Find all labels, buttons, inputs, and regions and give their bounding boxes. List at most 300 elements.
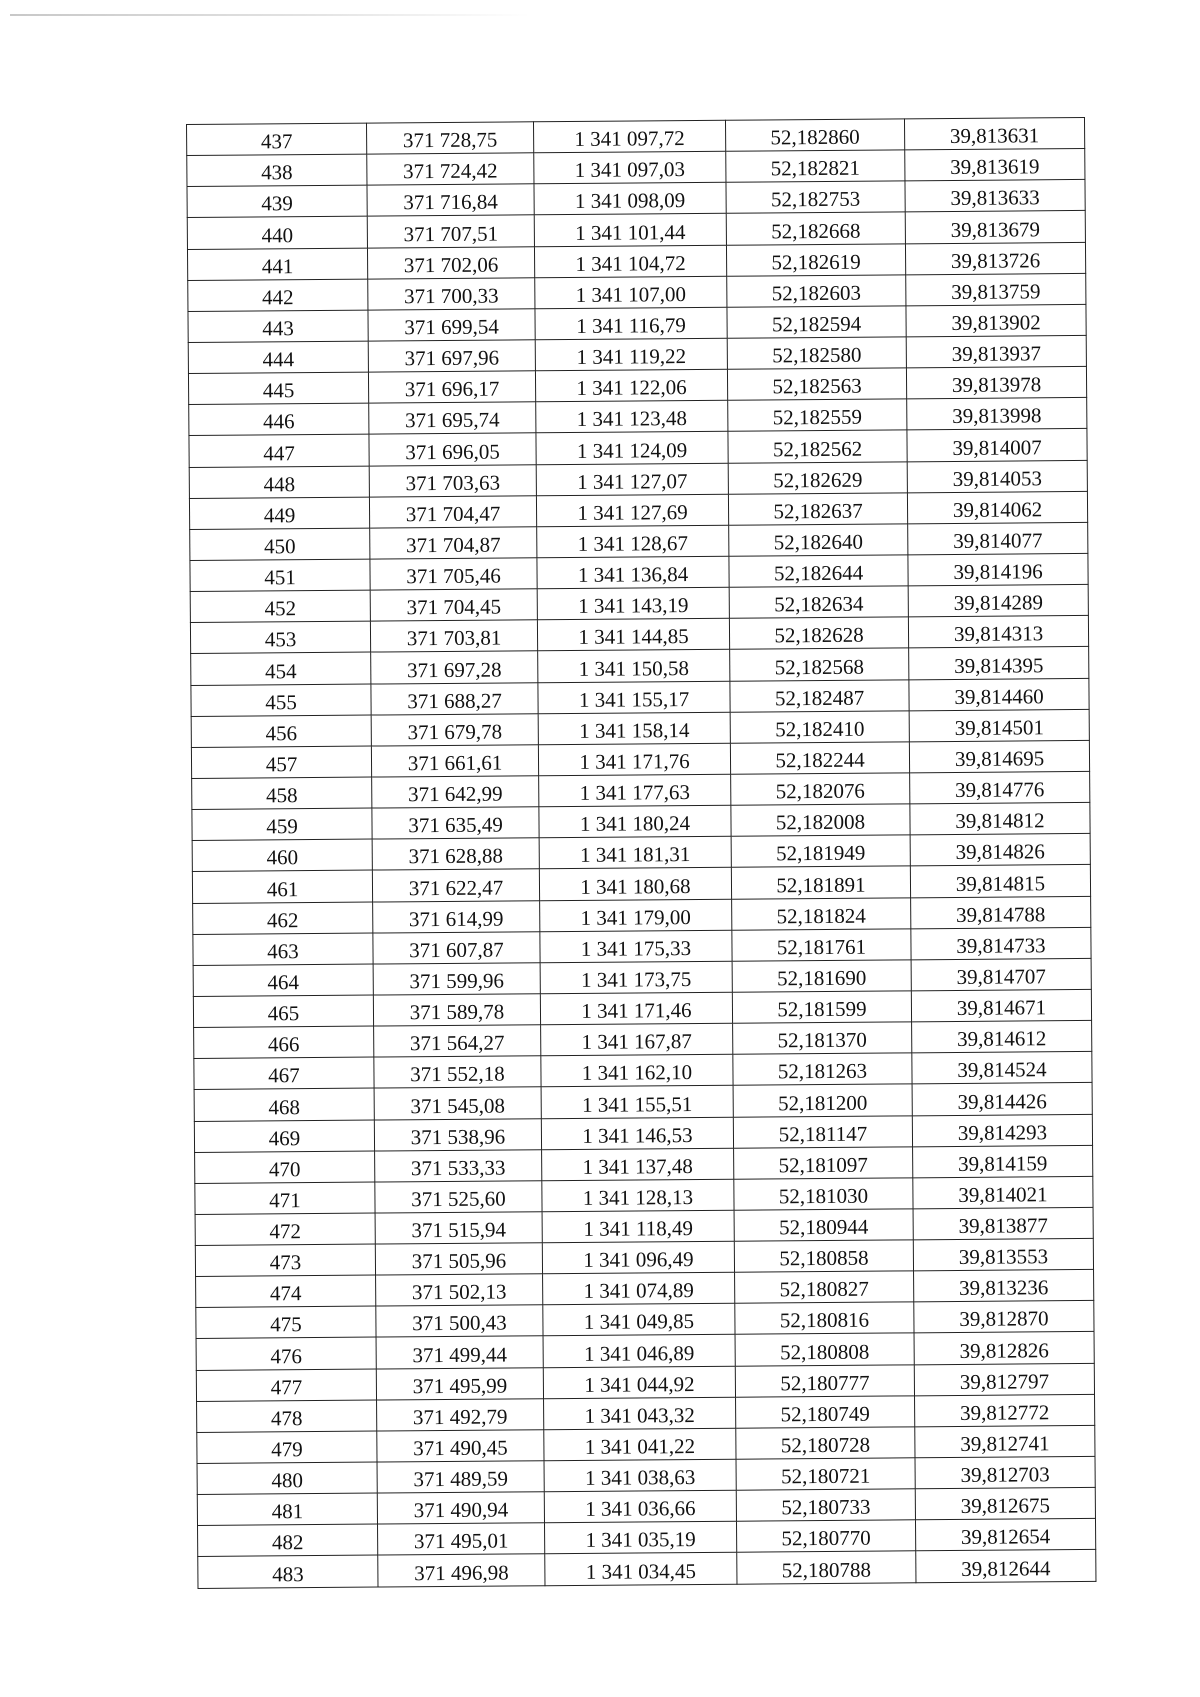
- point-number-cell: [193, 902, 373, 935]
- latitude-value: 52,182076: [775, 778, 865, 804]
- x-coordinate-cell: [373, 963, 540, 995]
- point-number-cell: [190, 528, 370, 561]
- x-coordinate-value: 371 697,96: [404, 345, 500, 371]
- longitude-value: 39,814826: [955, 839, 1045, 865]
- latitude-cell: [728, 399, 907, 432]
- x-coordinate-cell: [373, 900, 540, 932]
- y-coordinate-value: 1 341 180,24: [579, 811, 691, 837]
- y-coordinate-cell: [540, 992, 732, 1025]
- x-coordinate-cell: [370, 589, 537, 621]
- latitude-value: 52,180733: [781, 1494, 871, 1520]
- point-number-value: 469: [268, 1125, 301, 1151]
- x-coordinate-cell: [376, 1336, 543, 1368]
- x-coordinate-cell: [377, 1398, 544, 1430]
- point-number-cell: [197, 1400, 377, 1433]
- y-coordinate-cell: [541, 1117, 733, 1150]
- latitude-value: 52,182568: [774, 654, 864, 679]
- latitude-cell: [731, 773, 910, 806]
- longitude-cell: [912, 1083, 1092, 1116]
- point-number-value: 461: [266, 876, 299, 901]
- x-coordinate-cell: [368, 309, 535, 341]
- y-coordinate-value: 1 341 179,00: [580, 904, 691, 930]
- longitude-cell: [905, 180, 1085, 213]
- longitude-cell: [910, 865, 1090, 898]
- latitude-value: 52,182629: [773, 467, 863, 493]
- longitude-cell: [906, 304, 1086, 337]
- latitude-value: 52,182487: [774, 685, 865, 711]
- y-coordinate-value: 1 341 124,09: [576, 437, 688, 463]
- point-number-cell: [194, 1057, 374, 1090]
- point-number-value: 440: [261, 222, 294, 247]
- point-number-cell: [187, 185, 367, 218]
- point-number-cell: [189, 466, 369, 499]
- x-coordinate-value: 371 642,99: [407, 781, 503, 807]
- x-coordinate-cell: [375, 1212, 542, 1244]
- latitude-value: 52,182644: [773, 560, 864, 586]
- point-number-value: 438: [261, 160, 293, 185]
- y-coordinate-cell: [537, 618, 729, 651]
- x-coordinate-value: 371 728,75: [402, 127, 498, 153]
- y-coordinate-value: 1 341 136,84: [577, 562, 689, 588]
- longitude-value: 39,812741: [960, 1431, 1050, 1457]
- longitude-value: 39,813937: [951, 341, 1042, 367]
- latitude-cell: [733, 1084, 912, 1117]
- point-number-value: 464: [267, 970, 300, 995]
- longitude-value: 39,813726: [950, 247, 1041, 273]
- latitude-cell: [727, 306, 906, 339]
- point-number-cell: [196, 1306, 376, 1339]
- point-number-cell: [192, 870, 372, 903]
- longitude-cell: [914, 1301, 1094, 1334]
- latitude-cell: [728, 430, 907, 463]
- y-coordinate-cell: [537, 587, 729, 620]
- latitude-value: 52,181690: [777, 965, 867, 991]
- latitude-value: 52,182410: [775, 716, 865, 742]
- x-coordinate-cell: [367, 184, 534, 216]
- longitude-value: 39,814788: [956, 901, 1046, 927]
- longitude-cell: [909, 678, 1089, 711]
- point-number-value: 451: [264, 565, 296, 590]
- x-coordinate-value: 371 525,60: [411, 1186, 506, 1212]
- longitude-cell: [914, 1270, 1094, 1303]
- x-coordinate-value: 371 699,54: [404, 314, 499, 340]
- latitude-cell: [734, 1209, 913, 1242]
- longitude-cell: [906, 367, 1086, 400]
- x-coordinate-value: 371 500,43: [412, 1311, 507, 1336]
- longitude-cell: [908, 616, 1088, 649]
- latitude-value: 52,182637: [773, 498, 863, 524]
- longitude-cell: [916, 1550, 1096, 1583]
- x-coordinate-value: 371 707,51: [403, 221, 499, 246]
- x-coordinate-cell: [377, 1461, 544, 1493]
- latitude-value: 52,182580: [772, 342, 862, 368]
- point-number-value: 456: [265, 720, 298, 746]
- latitude-cell: [727, 368, 906, 401]
- latitude-cell: [733, 1115, 912, 1148]
- latitude-cell: [733, 1022, 912, 1055]
- y-coordinate-cell: [545, 1553, 737, 1586]
- y-coordinate-cell: [537, 525, 729, 558]
- point-number-cell: [188, 310, 368, 343]
- latitude-value: 52,181030: [778, 1183, 869, 1209]
- latitude-cell: [736, 1489, 915, 1522]
- point-number-cell: [191, 746, 371, 779]
- point-number-cell: [196, 1338, 376, 1371]
- y-coordinate-value: 1 341 128,67: [577, 531, 689, 556]
- longitude-cell: [906, 273, 1086, 306]
- x-coordinate-value: 371 533,33: [410, 1155, 506, 1181]
- point-number-cell: [190, 621, 370, 654]
- longitude-value: 39,813553: [958, 1244, 1049, 1270]
- point-number-value: 466: [267, 1032, 300, 1057]
- point-number-value: 483: [272, 1561, 304, 1586]
- point-number-cell: [196, 1369, 376, 1402]
- x-coordinate-cell: [376, 1305, 543, 1337]
- x-coordinate-value: 371 607,87: [409, 937, 504, 963]
- latitude-value: 52,180777: [780, 1370, 870, 1396]
- longitude-value: 39,814776: [955, 777, 1045, 803]
- point-number-cell: [187, 248, 367, 281]
- latitude-value: 52,181263: [777, 1059, 868, 1084]
- x-coordinate-cell: [372, 776, 539, 808]
- y-coordinate-cell: [540, 930, 732, 963]
- latitude-cell: [725, 119, 904, 152]
- x-coordinate-value: 371 628,88: [408, 843, 504, 869]
- longitude-value: 39,814062: [952, 497, 1043, 522]
- latitude-value: 52,180858: [779, 1245, 869, 1271]
- latitude-cell: [734, 1146, 913, 1179]
- longitude-value: 39,813902: [951, 310, 1041, 335]
- y-coordinate-value: 1 341 043,32: [584, 1402, 695, 1428]
- y-coordinate-cell: [535, 307, 727, 340]
- y-coordinate-cell: [536, 494, 728, 527]
- y-coordinate-value: 1 341 123,48: [576, 406, 688, 432]
- x-coordinate-value: 371 564,27: [409, 1030, 505, 1056]
- y-coordinate-value: 1 341 097,72: [574, 126, 685, 152]
- point-number-value: 437: [260, 129, 293, 154]
- y-coordinate-value: 1 341 137,48: [582, 1153, 693, 1179]
- y-coordinate-value: 1 341 144,85: [578, 624, 689, 650]
- longitude-value: 39,812703: [960, 1462, 1050, 1488]
- x-coordinate-cell: [371, 651, 538, 683]
- latitude-value: 52,180770: [781, 1526, 871, 1551]
- point-number-cell: [195, 1244, 375, 1277]
- point-number-cell: [187, 123, 367, 156]
- coordinates-table: [186, 117, 1096, 1589]
- y-coordinate-value: 1 341 127,07: [577, 468, 688, 494]
- latitude-cell: [737, 1551, 916, 1584]
- point-number-value: 444: [262, 347, 295, 372]
- longitude-cell: [910, 771, 1090, 804]
- point-number-cell: [197, 1462, 377, 1495]
- x-coordinate-value: 371 697,28: [406, 657, 502, 682]
- x-coordinate-value: 371 724,42: [403, 158, 498, 184]
- longitude-cell: [908, 522, 1088, 555]
- y-coordinate-cell: [534, 151, 726, 184]
- longitude-value: 39,812826: [959, 1337, 1049, 1363]
- point-number-cell: [192, 808, 372, 841]
- longitude-value: 39,813619: [950, 154, 1040, 180]
- y-coordinate-value: 1 341 171,46: [581, 998, 692, 1024]
- latitude-value: 52,182619: [771, 249, 861, 275]
- latitude-value: 52,182603: [771, 280, 862, 306]
- x-coordinate-cell: [369, 495, 536, 527]
- latitude-value: 52,181761: [776, 934, 867, 960]
- point-number-value: 439: [261, 191, 293, 216]
- latitude-value: 52,182821: [770, 155, 861, 181]
- longitude-cell: [911, 896, 1091, 929]
- latitude-value: 52,181147: [778, 1121, 868, 1147]
- x-coordinate-cell: [373, 931, 540, 963]
- y-coordinate-value: 1 341 173,75: [581, 966, 692, 992]
- x-coordinate-cell: [369, 402, 536, 434]
- point-number-value: 482: [271, 1530, 304, 1555]
- latitude-cell: [726, 212, 905, 245]
- y-coordinate-cell: [536, 401, 728, 434]
- point-number-cell: [195, 1213, 375, 1246]
- x-coordinate-value: 371 695,74: [404, 407, 500, 433]
- x-coordinate-value: 371 505,96: [411, 1248, 507, 1274]
- point-number-cell: [189, 497, 369, 530]
- y-coordinate-cell: [539, 805, 731, 838]
- latitude-cell: [734, 1178, 913, 1211]
- longitude-cell: [910, 834, 1090, 867]
- y-coordinate-cell: [536, 432, 728, 465]
- y-coordinate-cell: [544, 1459, 736, 1492]
- latitude-cell: [726, 150, 905, 183]
- latitude-value: 52,180788: [781, 1557, 872, 1582]
- latitude-cell: [731, 866, 910, 899]
- y-coordinate-cell: [537, 556, 729, 589]
- y-coordinate-value: 1 341 074,89: [583, 1278, 694, 1304]
- longitude-cell: [907, 460, 1087, 493]
- point-number-value: 442: [262, 285, 294, 310]
- longitude-value: 39,813998: [952, 403, 1042, 429]
- longitude-value: 39,813877: [958, 1213, 1048, 1239]
- point-number-value: 447: [263, 440, 295, 465]
- x-coordinate-cell: [374, 1056, 541, 1088]
- y-coordinate-value: 1 341 158,14: [579, 717, 690, 743]
- point-number-cell: [198, 1556, 378, 1589]
- y-coordinate-value: 1 341 107,00: [575, 281, 687, 307]
- y-coordinate-cell: [539, 868, 731, 901]
- longitude-value: 39,812870: [959, 1306, 1049, 1332]
- x-coordinate-value: 371 552,18: [410, 1061, 505, 1087]
- latitude-cell: [728, 493, 907, 526]
- latitude-cell: [731, 835, 910, 868]
- y-coordinate-value: 1 341 096,49: [583, 1247, 694, 1273]
- y-coordinate-cell: [542, 1241, 734, 1274]
- x-coordinate-value: 371 704,87: [405, 532, 501, 558]
- longitude-value: 39,813978: [951, 372, 1042, 398]
- longitude-cell: [915, 1456, 1095, 1489]
- point-number-value: 473: [269, 1250, 302, 1275]
- point-number-value: 449: [263, 502, 296, 528]
- longitude-cell: [911, 989, 1091, 1022]
- y-coordinate-cell: [540, 961, 732, 994]
- x-coordinate-value: 371 622,47: [408, 875, 504, 900]
- longitude-value: 39,813631: [949, 123, 1040, 149]
- point-number-cell: [194, 1088, 374, 1121]
- y-coordinate-cell: [543, 1304, 735, 1337]
- x-coordinate-value: 371 704,47: [405, 501, 501, 527]
- longitude-cell: [909, 740, 1089, 773]
- longitude-value: 39,814707: [956, 964, 1046, 989]
- y-coordinate-value: 1 341 155,51: [581, 1091, 693, 1117]
- y-coordinate-cell: [544, 1397, 736, 1430]
- longitude-cell: [909, 647, 1089, 680]
- y-coordinate-value: 1 341 181,31: [580, 842, 691, 868]
- longitude-value: 39,814395: [954, 652, 1044, 678]
- point-number-value: 468: [268, 1094, 301, 1119]
- x-coordinate-value: 371 614,99: [408, 906, 504, 931]
- longitude-value: 39,812772: [959, 1400, 1050, 1425]
- point-number-cell: [187, 154, 367, 187]
- x-coordinate-value: 371 716,84: [403, 189, 498, 215]
- latitude-value: 52,181949: [776, 841, 866, 866]
- latitude-value: 52,182562: [772, 436, 863, 461]
- longitude-cell: [913, 1176, 1093, 1209]
- latitude-cell: [736, 1396, 915, 1429]
- latitude-value: 52,181599: [777, 996, 867, 1022]
- x-coordinate-value: 371 589,78: [409, 999, 505, 1025]
- point-number-value: 454: [264, 658, 297, 683]
- y-coordinate-value: 1 341 041,22: [584, 1434, 696, 1459]
- x-coordinate-value: 371 495,01: [413, 1528, 509, 1554]
- longitude-value: 39,814196: [953, 559, 1043, 585]
- x-coordinate-value: 371 679,78: [407, 719, 503, 745]
- point-number-cell: [188, 279, 368, 312]
- longitude-cell: [913, 1207, 1093, 1240]
- longitude-cell: [905, 149, 1085, 182]
- x-coordinate-cell: [374, 1118, 541, 1150]
- y-coordinate-value: 1 341 162,10: [581, 1060, 693, 1086]
- x-coordinate-cell: [369, 464, 536, 496]
- x-coordinate-cell: [374, 1087, 541, 1119]
- point-number-cell: [196, 1275, 376, 1308]
- x-coordinate-value: 371 704,45: [406, 594, 502, 620]
- latitude-value: 52,181824: [776, 903, 866, 929]
- latitude-value: 52,181891: [776, 872, 866, 897]
- x-coordinate-value: 371 702,06: [403, 252, 499, 277]
- longitude-cell: [911, 927, 1091, 960]
- y-coordinate-value: 1 341 175,33: [580, 935, 692, 961]
- y-coordinate-value: 1 341 036,66: [585, 1496, 696, 1522]
- latitude-value: 52,182563: [772, 373, 862, 399]
- latitude-cell: [732, 928, 911, 961]
- y-coordinate-cell: [541, 1054, 733, 1087]
- y-coordinate-value: 1 341 098,09: [574, 188, 686, 214]
- latitude-value: 52,182668: [771, 218, 861, 243]
- point-number-value: 471: [269, 1188, 301, 1213]
- latitude-value: 52,182753: [770, 187, 861, 212]
- latitude-cell: [730, 742, 909, 775]
- x-coordinate-cell: [368, 371, 535, 403]
- latitude-cell: [729, 555, 908, 588]
- x-coordinate-value: 371 545,08: [410, 1093, 506, 1118]
- longitude-cell: [909, 709, 1089, 742]
- y-coordinate-value: 1 341 122,06: [576, 375, 687, 401]
- x-coordinate-cell: [370, 527, 537, 559]
- y-coordinate-value: 1 341 101,44: [575, 219, 686, 245]
- longitude-cell: [906, 335, 1086, 368]
- longitude-value: 39,814007: [952, 434, 1042, 460]
- x-coordinate-cell: [372, 838, 539, 870]
- point-number-value: 443: [262, 316, 294, 341]
- y-coordinate-cell: [536, 463, 728, 496]
- x-coordinate-cell: [373, 994, 540, 1026]
- y-coordinate-value: 1 341 167,87: [581, 1029, 692, 1055]
- x-coordinate-value: 371 688,27: [407, 688, 502, 713]
- latitude-cell: [735, 1302, 914, 1335]
- y-coordinate-value: 1 341 127,69: [577, 499, 688, 525]
- longitude-cell: [905, 211, 1085, 244]
- latitude-cell: [732, 897, 911, 930]
- longitude-cell: [904, 117, 1084, 150]
- scan-artifact-line: [10, 14, 530, 16]
- table-row: [198, 1550, 1096, 1588]
- point-number-cell: [189, 434, 369, 467]
- x-coordinate-value: 371 515,94: [411, 1217, 507, 1243]
- latitude-value: 52,182634: [774, 591, 864, 617]
- y-coordinate-cell: [535, 369, 727, 402]
- y-coordinate-cell: [538, 743, 730, 776]
- x-coordinate-value: 371 495,99: [412, 1373, 508, 1399]
- y-coordinate-value: 1 341 155,17: [578, 686, 690, 712]
- longitude-cell: [912, 1052, 1092, 1085]
- longitude-value: 39,814812: [955, 808, 1045, 834]
- y-coordinate-cell: [534, 183, 726, 216]
- latitude-cell: [735, 1364, 914, 1397]
- x-coordinate-cell: [378, 1554, 545, 1586]
- longitude-value: 39,814524: [957, 1057, 1047, 1083]
- y-coordinate-value: 1 341 143,19: [578, 593, 689, 619]
- y-coordinate-value: 1 341 049,85: [583, 1309, 695, 1335]
- y-coordinate-value: 1 341 118,49: [583, 1216, 694, 1241]
- longitude-value: 39,814053: [952, 465, 1043, 491]
- y-coordinate-value: 1 341 035,19: [585, 1527, 696, 1553]
- y-coordinate-cell: [533, 120, 725, 153]
- point-number-value: 475: [270, 1312, 302, 1337]
- latitude-cell: [729, 586, 908, 619]
- y-coordinate-value: 1 341 150,58: [578, 655, 690, 681]
- point-number-cell: [191, 715, 371, 748]
- longitude-value: 39,814426: [957, 1088, 1047, 1114]
- point-number-value: 450: [263, 534, 296, 559]
- longitude-value: 39,814815: [955, 870, 1046, 896]
- x-coordinate-value: 371 635,49: [408, 812, 503, 838]
- latitude-cell: [730, 648, 909, 681]
- y-coordinate-cell: [542, 1148, 734, 1181]
- x-coordinate-cell: [371, 745, 538, 777]
- x-coordinate-value: 371 490,94: [413, 1497, 509, 1523]
- point-number-cell: [187, 217, 367, 250]
- longitude-value: 39,814671: [956, 995, 1047, 1021]
- longitude-value: 39,814313: [953, 621, 1044, 647]
- longitude-cell: [913, 1238, 1093, 1271]
- latitude-value: 52,180728: [780, 1432, 871, 1458]
- y-coordinate-cell: [534, 214, 726, 247]
- longitude-value: 39,813679: [950, 216, 1041, 242]
- latitude-value: 52,180944: [778, 1214, 869, 1240]
- point-number-cell: [195, 1151, 375, 1184]
- latitude-value: 52,180808: [779, 1339, 870, 1364]
- point-number-cell: [197, 1431, 377, 1464]
- y-coordinate-value: 1 341 038,63: [584, 1465, 696, 1491]
- longitude-cell: [914, 1332, 1094, 1365]
- point-number-cell: [198, 1524, 378, 1557]
- x-coordinate-cell: [376, 1274, 543, 1306]
